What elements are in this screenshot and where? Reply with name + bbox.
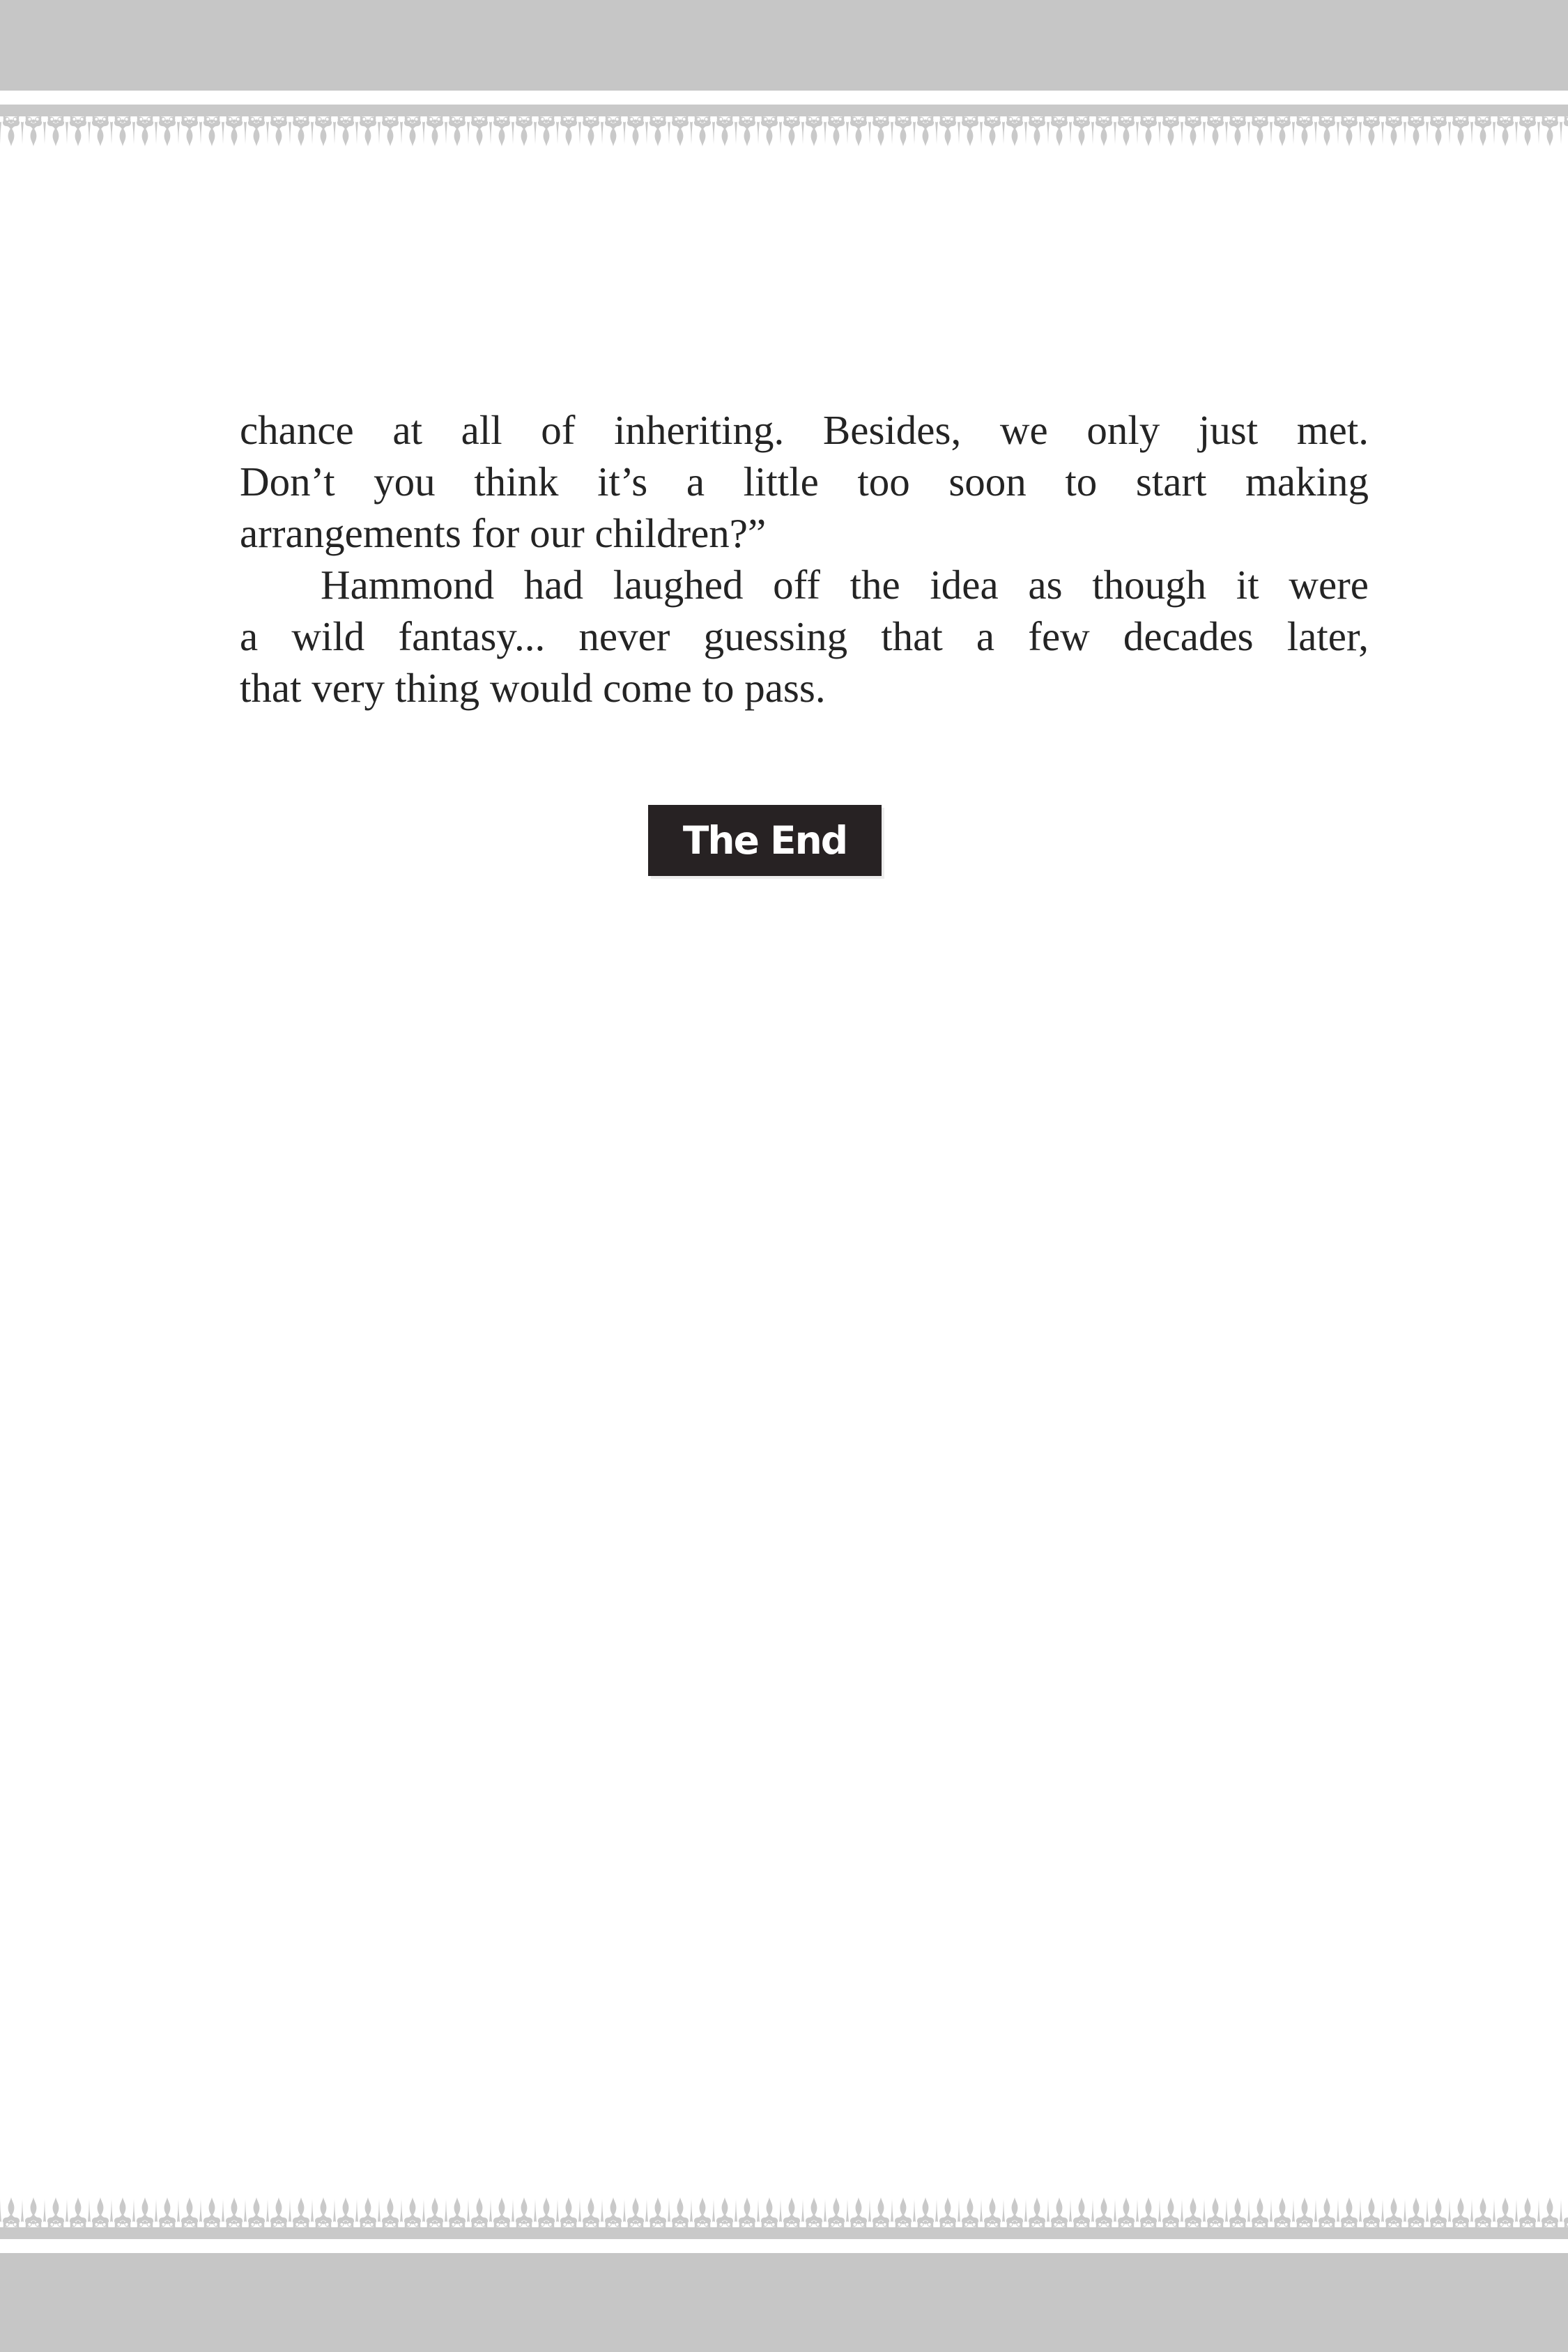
text-line: arrangements for our children?” — [240, 510, 767, 556]
bottom-lace-border — [0, 2195, 1568, 2239]
text-line: that very thing would come to pass. — [240, 665, 826, 711]
paragraph-2 — [240, 559, 1369, 714]
text-line: a wild fantasy... never guessing that a few decades later, — [240, 613, 1369, 659]
top-lace-border — [0, 105, 1568, 149]
text-line: Hammond had laughed off the idea as though it were — [321, 562, 1369, 608]
text-line: Don’t you think it’s a little too soon to start making — [240, 459, 1369, 505]
story-text — [240, 404, 1369, 714]
the-end-label: The End — [682, 818, 847, 863]
bottom-page-edge-bar — [0, 2253, 1568, 2352]
the-end-badge — [648, 805, 882, 876]
text-line: chance at all of inheriting. Besides, we only just met. — [240, 407, 1369, 453]
top-page-edge-bar — [0, 0, 1568, 91]
paragraph-1 — [240, 404, 1369, 559]
